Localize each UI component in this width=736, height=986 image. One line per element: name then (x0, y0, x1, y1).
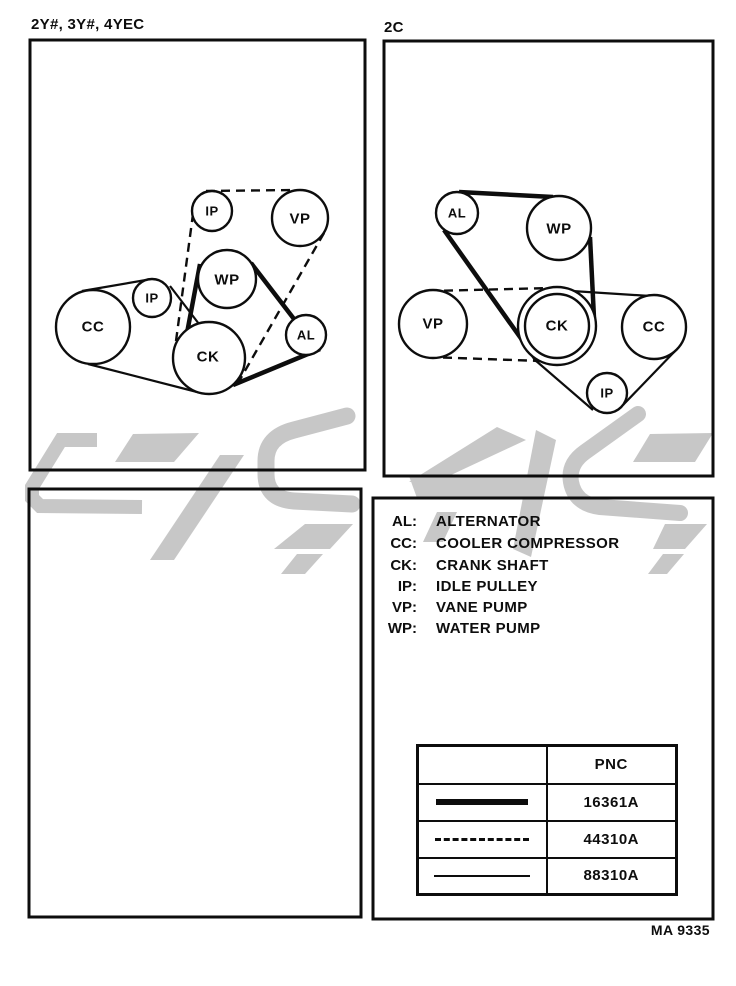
pulley-label-al-left: AL (296, 327, 316, 343)
pulley-label-ip-right: IP (600, 385, 614, 401)
watermark-shape (281, 554, 323, 574)
panel-top-left-border (30, 40, 365, 470)
pulley-label-vp-right: VP (422, 315, 444, 333)
pnc-value-cell: 16361A (547, 784, 677, 821)
pulley-label-ck-right: CK (545, 317, 569, 335)
belt-sample-thin-solid-line (434, 875, 530, 877)
pnc-table-row (418, 858, 677, 895)
pulley-label-vp-left: VP (289, 210, 311, 228)
legend-name: COOLER COMPRESSOR (436, 535, 620, 552)
pulley-label-wp-right: WP (546, 220, 572, 238)
watermark-shape (409, 427, 526, 482)
legend-name: VANE PUMP (436, 599, 528, 616)
pnc-table (416, 744, 678, 896)
figure-code: MA 9335 (650, 922, 710, 938)
panel-title-engines-left: 2Y#, 3Y#, 4YEC (31, 16, 145, 33)
watermark-shape (633, 433, 713, 462)
watermark-shape (653, 524, 707, 549)
belt-diagram-right (399, 192, 686, 413)
pulley-label-ip-lower-left: IP (145, 290, 159, 306)
pulley-label-ip-upper-left: IP (205, 203, 219, 219)
pulley-label-cc-right: CC (642, 318, 666, 336)
pulley-label-al-right: AL (447, 205, 467, 221)
pulley-label-cc-left: CC (81, 318, 105, 336)
belt-sample-cell (418, 858, 547, 895)
pnc-table-header-pnc-cell: PNC (547, 746, 677, 784)
belt-sample-cell (418, 784, 547, 821)
pnc-table-row (418, 784, 677, 821)
watermark-shape (115, 433, 199, 462)
legend-abbr: AL: (392, 513, 417, 530)
legend-name: WATER PUMP (436, 620, 541, 637)
belt-diagram-left (56, 190, 328, 394)
belt-sample-dashed-line (435, 838, 529, 841)
pnc-value-cell: 88310A (547, 858, 677, 895)
watermark-shape (274, 524, 353, 549)
panel-title-engines-right: 2C (384, 19, 404, 36)
pnc-table-row (418, 821, 677, 858)
pulley-label-wp-left: WP (214, 271, 240, 289)
legend-abbr: IP: (397, 578, 417, 595)
pulleys-right (399, 192, 686, 413)
panel-bottom-left-border (29, 489, 361, 917)
legend-name: ALTERNATOR (436, 513, 541, 530)
belt-sample-cell (418, 821, 547, 858)
belt-sample-thick-solid-line (436, 799, 528, 805)
legend-name: IDLE PULLEY (436, 578, 538, 595)
legend-abbr: VP: (391, 599, 417, 616)
legend-name: CRANK SHAFT (436, 557, 549, 574)
pulley-label-ck-left: CK (196, 348, 220, 366)
pnc-table-header-row (418, 746, 677, 784)
pnc-value-cell: 44310A (547, 821, 677, 858)
legend-abbr: CC: (390, 535, 417, 552)
watermark-shape (266, 416, 352, 504)
legend-abbr: CK: (390, 557, 417, 574)
legend-abbr: WP: (387, 620, 417, 637)
watermark-shape (648, 554, 684, 574)
pnc-table-header-sample-cell (418, 746, 547, 784)
watermark-shape (409, 476, 538, 498)
